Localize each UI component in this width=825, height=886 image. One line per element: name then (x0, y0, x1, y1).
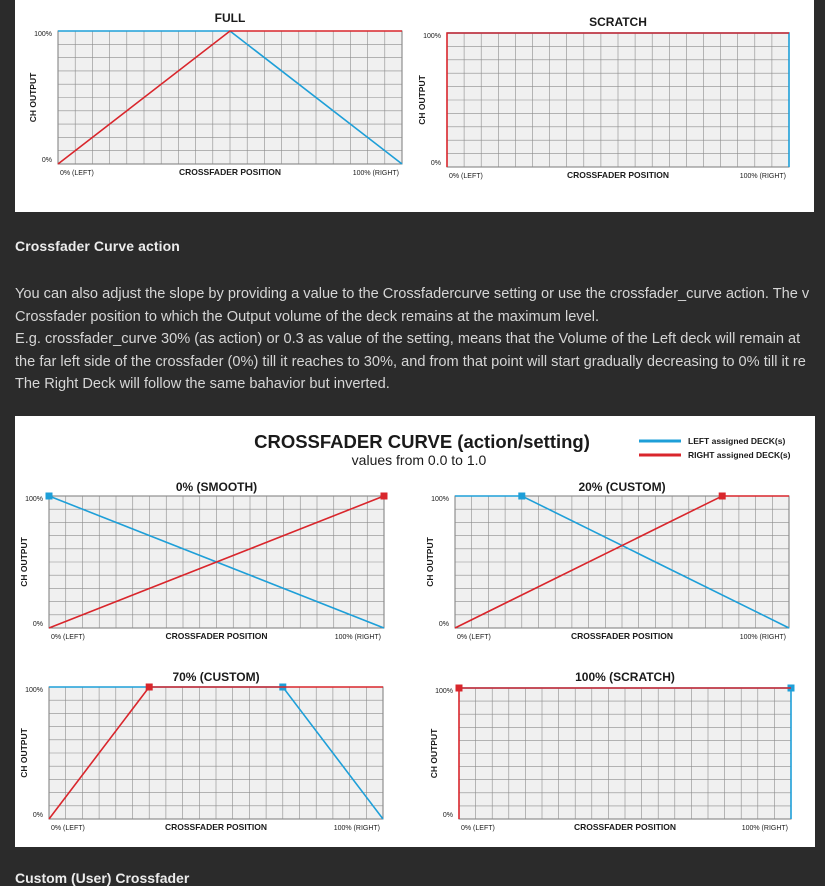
y-tick-label: 0% (442, 812, 453, 819)
y-tick-label: 0% (438, 621, 449, 628)
figure-title: CROSSFADER CURVE (action/setting) (254, 431, 590, 452)
paragraph-line: E.g. crossfader_curve 30% (as action) or 0.3 as value of the setting, means that the Volume of the Left deck will remain at (15, 331, 801, 347)
x-tick-label: 0% (LEFT) (60, 170, 94, 177)
x-axis-label: CROSSFADER POSITION (573, 822, 677, 832)
chart-title: 20% (CUSTOM) (578, 480, 666, 494)
y-tick-label: 0% (32, 812, 43, 819)
curve-chart (417, 15, 789, 180)
curve-chart (425, 480, 789, 641)
chart-title: FULL (214, 11, 246, 25)
y-tick-label: 0% (430, 160, 441, 167)
x-axis-label: CROSSFADER POSITION (178, 167, 282, 177)
legend-right-label: RIGHT assigned DECK(s) (688, 450, 791, 460)
y-axis-label: CH OUTPUT (417, 75, 427, 125)
y-axis-label: CH OUTPUT (19, 728, 29, 778)
y-tick-label: 100% (423, 33, 441, 40)
x-tick-label: 100% (RIGHT) (739, 173, 786, 180)
curve-chart (19, 670, 383, 832)
x-tick-label: 0% (LEFT) (461, 825, 495, 832)
x-tick-label: 100% (RIGHT) (333, 825, 380, 832)
x-tick-label: 0% (LEFT) (51, 825, 85, 832)
top-figure-panel (15, 0, 814, 212)
crossfader-curve-figure-panel (15, 416, 815, 847)
series-marker (381, 493, 388, 500)
x-axis-label: CROSSFADER POSITION (165, 631, 268, 641)
paragraph-line: the far left side of the crossfader (0%) till it reaches to 30%, and from that point will start gradually decreasing to 0% till it re (15, 353, 806, 370)
y-tick-label: 0% (41, 157, 52, 164)
series-marker (46, 493, 53, 500)
paragraph-line: You can also adjust the slope by providing a value to the Crossfadercurve setting or use the crossfader_curve action. The v (15, 286, 810, 302)
y-tick-label: 100% (25, 496, 43, 503)
y-tick-label: 0% (32, 621, 43, 628)
legend-left-label: LEFT assigned DECK(s) (688, 436, 786, 446)
chart-title: 0% (SMOOTH) (175, 480, 258, 494)
x-tick-label: 0% (LEFT) (457, 634, 491, 641)
x-tick-label: 100% (RIGHT) (334, 634, 381, 641)
y-tick-label: 100% (25, 687, 43, 694)
y-axis-label: CH OUTPUT (429, 728, 439, 779)
series-marker (719, 493, 726, 500)
x-tick-label: 100% (RIGHT) (741, 825, 788, 832)
y-tick-label: 100% (435, 688, 453, 695)
chart-title: 70% (CUSTOM) (172, 670, 260, 684)
series-marker (518, 493, 525, 500)
curve-chart (28, 11, 402, 177)
paragraph-line: The Right Deck will follow the same bahavior but inverted. (15, 376, 390, 392)
chart-title: 100% (SCRATCH) (575, 670, 675, 684)
x-axis-label: CROSSFADER POSITION (570, 631, 674, 641)
curve-chart (19, 480, 388, 641)
x-tick-label: 0% (LEFT) (51, 634, 85, 641)
section-heading: Crossfader Curve action (15, 238, 180, 254)
y-tick-label: 100% (431, 496, 449, 503)
y-axis-label: CH OUTPUT (19, 537, 29, 587)
figure-subtitle: values from 0.0 to 1.0 (351, 452, 487, 468)
y-axis-label: CH OUTPUT (425, 537, 435, 587)
x-axis-label: CROSSFADER POSITION (566, 170, 670, 180)
section-paragraph (15, 283, 825, 396)
y-axis-label: CH OUTPUT (28, 72, 38, 123)
x-tick-label: 0% (LEFT) (449, 173, 483, 180)
x-axis-label: CROSSFADER POSITION (164, 822, 268, 832)
x-tick-label: 100% (RIGHT) (739, 634, 786, 641)
series-marker (456, 685, 463, 692)
next-section-heading: Custom (User) Crossfader (15, 870, 190, 886)
series-marker (146, 684, 153, 691)
top-figure (15, 0, 814, 212)
y-tick-label: 100% (34, 31, 52, 38)
chart-title: SCRATCH (589, 15, 647, 29)
curve-chart (429, 670, 795, 832)
x-tick-label: 100% (RIGHT) (352, 170, 399, 177)
paragraph-line: Crossfader position to which the Output volume of the deck remains at the maximum level. (15, 308, 600, 325)
crossfader-curve-figure (15, 416, 815, 847)
